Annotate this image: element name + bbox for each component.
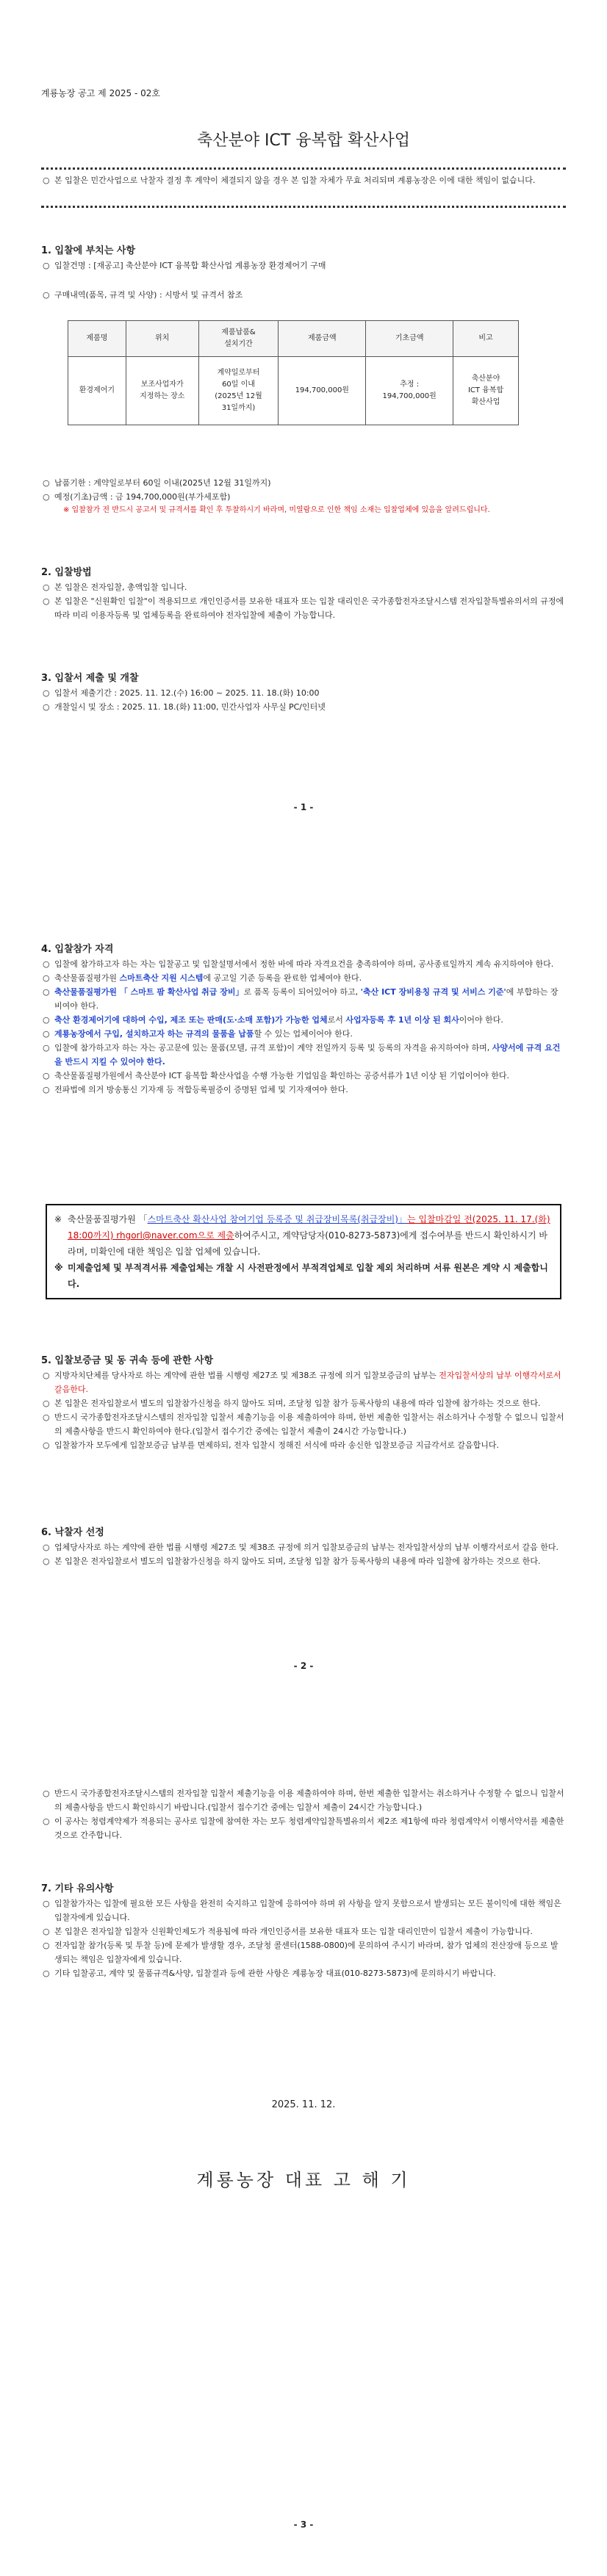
award-item-2: 본 입찰은 전자입찰로서 별도의 입찰참가신청을 하지 않아도 되며, 조달청 입찰 참가 등록사항의 내용에 따라 입찰에 참가하는 것으로 한다. bbox=[54, 1556, 541, 1566]
page-number-2: - 2 - bbox=[293, 1661, 314, 1671]
other-notes-item-1: 입찰참가자는 입찰에 필요한 모든 사항을 완전히 숙지하고 입찰에 응하여야 하며 위 사항을 알지 못함으로서 발생되는 모든 불이익에 대한 책임은 입찰자에게 있습니다. bbox=[54, 1899, 561, 1922]
spec-table-header-row bbox=[68, 321, 519, 357]
page-number-1: - 1 - bbox=[293, 802, 314, 812]
spec-cell-base-price: 추정 : 194,700,000원 bbox=[366, 357, 453, 425]
other-notes-item-2: 본 입찰은 전자입찰 입찰자 신원확인제도가 적용됨에 따라 개인인증서를 보유한 대표자 또는 입찰 대리인만이 입찰서 제출이 가능합니다. bbox=[54, 1927, 533, 1936]
signer-name: 계룡농장 대표 고 해 기 bbox=[196, 2170, 411, 2190]
section-4-heading: 4. 입찰참가 자격 bbox=[41, 944, 114, 955]
section-3-heading: 3. 입찰서 제출 및 개찰 bbox=[41, 673, 139, 684]
qualification-item-2: ○ 축산물품질평가원 스마트축산 지원 시스템에 공고일 기준 등록을 완료한 업체여야 한다. bbox=[43, 973, 362, 983]
qualification-item-4: ○ 축산 환경제어기에 대하여 수입, 제조 또는 판매(도·소매 포함)가 가능한 업체로서 사업자등록 후 1년 이상 된 회사이어야 한다. bbox=[43, 1015, 503, 1025]
bond-item-3: 반드시 국가종합전자조달시스템의 전자입찰 입찰서 제출기능을 이용 제출하여야 하며, 한번 제출한 입찰서는 취소하거나 수정할 수 없으니 입찰서의 제출사항을 반드시 확인하여야 한다.(입찰서 접수기간 중에는 입찰서 제출이 24시간 가능합니다.) bbox=[54, 1413, 564, 1436]
submission-notice-line-1: ※ 축산물품질평가원 「스마트축산 확산사업 참여기업 등록증 및 취급장비목록(취급장비)」는 입찰마감일 전(2025. 11. 17.(화) 18:00까지) rhgorl@naver.com으로 제출하여주시고, 계약담당자(010-8273-5873)에게 접수여부를 반드시 확인하시기 바라며, 미확인에 대한 책임은 입찰 업체에 있습니다. bbox=[54, 1214, 550, 1257]
section-6-heading: 6. 낙찰자 선정 bbox=[41, 1527, 104, 1538]
page-3: ○ 반드시 국가종합전자조달시스템의 전자입찰 입찰서 제출기능을 이용 제출하여야 하며, 한번 제출한 입찰서는 취소하거나 수정할 수 없으니 입찰서의 제출사항을 반드시 확인하시기 바랍니다.(입찰서 접수기간 중에는 입찰서 제출이 24시간 가능합니다.) ○ 이 공사는 청렴계약제가 적용되는 공사로 입찰에 참여한 자는 모두 청렴계약입찰특별유의서 제2조 제1항에 따라 청렴계약서 이행서약서를 제출한 것으로 간주합니다. 7. 기타 유의사항 ○ 입찰참가자는 입찰에 필요한 모든 사항을 완전히 숙지하고 입찰에 응하여야 하며 위 사항을 알지 못함으로서 발생되는 모든 불이익에 대한 책임은 입찰자에게 있습니다. ○ 본 입찰은 전자입찰 입찰자 신원확인제도가 적용됨에 따라 개인인증서를 보유한 대표자 또는 입찰 대리인만이 입찰서 제출이 가능합니다. ○ 전자입찰 참가(등록 및 투찰 등)에 문제가 발생할 경우, 조달청 콜센터(1588-0800)에 문의하여 주시기 바라며, 참가 업체의 전산장애 등으로 발생되는 책임은 입찰자에게 있습니다. ○ 기타 입찰공고, 계약 및 물품규격&사양, 입찰결과 등에 관한 사항은 계룡농장 대표(010-8273-5873)에 문의하시기 바랍니다. 2025. 11. 12. 계룡농장 대표 고 해 기 - 3 - bbox=[0, 1717, 607, 2576]
award-item-3: 반드시 국가종합전자조달시스템의 전자입찰 입찰서 제출기능을 이용 제출하여야 하며, 한번 제출한 입찰서는 취소하거나 수정할 수 없으니 입찰서의 제출사항을 반드시 확인하시기 바랍니다.(입찰서 접수기간 중에는 입찰서 제출이 24시간 가능합니다.) bbox=[54, 1789, 564, 1812]
purchase-details-item: 구매내역(품목, 규격 및 사양) : 시방서 및 규격서 참조 bbox=[54, 290, 243, 300]
section-7-heading: 7. 기타 유의사항 bbox=[41, 1883, 114, 1894]
submission-notice-line-2: ※ 미제출업체 및 부적격서류 제출업체는 개찰 시 사전판정에서 부적격업체로 입찰 제외 처리하며 서류 원본은 계약 시 제출합니다. bbox=[54, 1263, 548, 1289]
bid-method-item-1: 본 입찰은 전자입찰, 총액입찰 입니다. bbox=[54, 582, 187, 592]
qualification-item-8: 전파법에 의거 방송통신 기자재 등 적합등록필증이 증명된 업체 및 기자재여야 한다. bbox=[54, 1085, 348, 1094]
divider-bottom bbox=[41, 206, 566, 208]
spec-cell-product-price: 194,700,000원 bbox=[279, 357, 366, 425]
spec-cell-remarks: 축산분야 ICT 융복합 확산사업 bbox=[453, 357, 519, 425]
spec-cell-product: 환경제어기 bbox=[68, 357, 126, 425]
spec-cell-location: 보조사업자가 지정하는 장소 bbox=[126, 357, 198, 425]
qualification-item-6: ○ 입찰에 참가하고자 하는 자는 공고문에 있는 물품(모델, 규격 포함)이 계약 전일까지 등록 및 등록의 자격을 유지하여야 하며, 사양서에 규격 요건을 반드시 지킬 수 있어야 한다. bbox=[43, 1043, 561, 1067]
qualification-item-5: ○ 계룡농장에서 구입, 설치하고자 하는 규격의 물품을 납품할 수 있는 업체이어야 한다. bbox=[43, 1029, 353, 1039]
award-item-1: 업체당사자로 하는 계약에 관한 법률 시행령 제27조 및 제38조 규정에 의거 입찰보증금의 납부는 전자입찰서상의 납부 이행각서로서 갈음 한다. bbox=[54, 1543, 558, 1552]
spec-header-product: 제품명 bbox=[68, 321, 126, 357]
section-5-heading: 5. 입찰보증금 및 동 귀속 등에 관한 사항 bbox=[41, 1355, 214, 1366]
spec-cell-delivery-period: 계약일로부터 60일 이내 (2025년 12월 31일까지) bbox=[198, 357, 279, 425]
page-1: 계룡농장 공고 제 2025 - 02호 축산분야 ICT 융복합 확산사업 ○ 본 입찰은 민간사업으로 낙찰자 결정 후 계약이 체결되지 않을 경우 본 입찰 자체가 무효 처리되며 계룡농장은 이에 대한 책임이 없습니다. 1. 입찰에 부치는 사항 ○ 입찰건명 : [재공고] 축산분야 ICT 융복합 확산사업 계룡농장 환경제어기 구매 ○ 구매내역(품목, 규격 및 사양) : 시방서 및 규격서 참조 제품명 위치 제품납품& 설치기간 제품금액 기초금액 비고 환경제어기 보조사업자가 지정하는 장소 계약일로부터 60일 이내 (2025년 12월 31일까지) 194,700,000원 추정 : 194,700,000원 축산분야 ICT 융복합 확산사업 ○ 납품기한 : 계약일로부터 60일 이내(2025년 12월 31일까지) ○ 예정(기초)금액 : 금 194,700,000원(부가세포함) ※ 입찰참가 전 반드시 공고서 및 규격서를 확인 후 투찰하시기 바라며, 미열람으로 인한 책임 소재는 입찰업체에 있음을 알려드립니다. 2. 입찰방법 ○ 본 입찰은 전자입찰, 총액입찰 입니다. ○ 본 입찰은 "신원확인 입찰"이 적용되므로 개인인증서를 보유한 대표자 또는 입찰 대리인은 국가종합전자조달시스템 전자입찰특별유의서의 규정에 따라 미리 이용자등록 및 업체등록을 완료하여야 전자입찰에 제출이 가능합니다. 3. 입찰서 제출 및 개찰 ○ 입찰서 제출기간 : 2025. 11. 12.(수) 16:00 ~ 2025. 11. 18.(화) 10:00 ○ 개찰일시 및 장소 : 2025. 11. 18.(화) 11:00, 민간사업자 사무실 PC/인터넷 - 1 - bbox=[0, 0, 607, 859]
spec-header-base-price: 기초금액 bbox=[366, 321, 453, 357]
document-title: 축산분야 ICT 융복합 확산사업 bbox=[196, 131, 411, 150]
divider-top bbox=[41, 167, 566, 170]
bond-item-2: 본 입찰은 전자입찰로서 별도의 입찰참가신청을 하지 않아도 되며, 조달청 입찰 참가 등록사항의 내용에 따라 입찰에 참가하는 것으로 한다. bbox=[54, 1399, 541, 1408]
notice-number: 계룡농장 공고 제 2025 - 02호 bbox=[41, 88, 160, 98]
section-2-heading: 2. 입찰방법 bbox=[41, 567, 92, 578]
other-notes-item-3: 전자입찰 참가(등록 및 투찰 등)에 문제가 발생할 경우, 조달청 콜센터(1588-0800)에 문의하여 주시기 바라며, 참가 업체의 전산장애 등으로 발생되는 책임은 입찰자에게 있습니다. bbox=[54, 1941, 558, 1964]
bond-item-1: ○ 지방자치단체를 당사자로 하는 계약에 관한 법률 시행령 제27조 및 제38조 규정에 의거 입찰보증금의 납부는 전자입찰서상의 납부 이행각서로서 갈음한다. bbox=[43, 1371, 561, 1394]
page-2: 4. 입찰참가 자격 ○ 입찰에 참가하고자 하는 자는 입찰공고 및 입찰설명서에서 정한 바에 따라 자격요건을 충족하여야 하며, 공사종료일까지 계속 유지하여야 한다. ○ 축산물품질평가원 스마트축산 지원 시스템에 공고일 기준 등록을 완료한 업체여야 한다. ○ 축산물품질평가원 「 스마트 팜 확산사업 취급 장비」로 품목 등록이 되어있어야 하고, '축산 ICT 장비용칭 규격 및 서비스 기준'에 부합하는 장비여야 한다. ○ 축산 환경제어기에 대하여 수입, 제조 또는 판매(도·소매 포함)가 가능한 업체로서 사업자등록 후 1년 이상 된 회사이어야 한다. ○ 계룡농장에서 구입, 설치하고자 하는 규격의 물품을 납품할 수 있는 업체이어야 한다. ○ 입찰에 참가하고자 하는 자는 공고문에 있는 물품(모델, 규격 포함)이 계약 전일까지 등록 및 등록의 자격을 유지하여야 하며, 사양서에 규격 요건을 반드시 지킬 수 있어야 한다. ○ 축산물품질평가원에서 축산분야 ICT 융복합 확산사업을 수행 가능한 기업임을 확인하는 공증서류가 1년 이상 된 기업이어야 한다. ○ 전파법에 의거 방송통신 기자재 등 적합등록필증이 증명된 업체 및 기자재여야 한다. ※ 축산물품질평가원 「스마트축산 확산사업 참여기업 등록증 및 취급장비목록(취급장비)」는 입찰마감일 전(2025. 11. 17.(화) 18:00까지) rhgorl@naver.com으로 제출하여주시고, 계약담당자(010-8273-5873)에게 접수여부를 반드시 확인하시기 바라며, 미확인에 대한 책임은 입찰 업체에 있습니다. ※ 미제출업체 및 부적격서류 제출업체는 개찰 시 사전판정에서 부적격업체로 입찰 제외 처리하며 서류 원본은 계약 시 제출합니다. 5. 입찰보증금 및 동 귀속 등에 관한 사항 ○ 지방자치단체를 당사자로 하는 계약에 관한 법률 시행령 제27조 및 제38조 규정에 의거 입찰보증금의 납부는 전자입찰서상의 납부 이행각서로서 갈음한다. ○ 본 입찰은 전자입찰로서 별도의 입찰참가신청을 하지 않아도 되며, 조달청 입찰 참가 등록사항의 내용에 따라 입찰에 참가하는 것으로 한다. ○ 반드시 국가종합전자조달시스템의 전자입찰 입찰서 제출기능을 이용 제출하여야 하며, 한번 제출한 입찰서는 취소하거나 수정할 수 없으니 입찰서의 제출사항을 반드시 확인하여야 한다.(입찰서 접수기간 중에는 입찰서 제출이 24시간 가능합니다.) ○ 입찰참가자 모두에게 입찰보증금 납부를 면제하되, 전자 입찰시 정해진 서식에 따라 송신한 입찰보증금 지급각서로 갈음합니다. 6. 낙찰자 선정 ○ 업체당사자로 하는 계약에 관한 법률 시행령 제27조 및 제38조 규정에 의거 입찰보증금의 납부는 전자입찰서상의 납부 이행각서로서 갈음 한다. ○ 본 입찰은 전자입찰로서 별도의 입찰참가신청을 하지 않아도 되며, 조달청 입찰 참가 등록사항의 내용에 따라 입찰에 참가하는 것으로 한다. - 2 - bbox=[0, 859, 607, 1717]
award-item-4: 이 공사는 청렴계약제가 적용되는 공사로 입찰에 참여한 자는 모두 청렴계약입찰특별유의서 제2조 제1항에 따라 청렴계약서 이행서약서를 제출한 것으로 간주합니다. bbox=[54, 1816, 564, 1840]
submission-notice-box bbox=[46, 1204, 561, 1299]
bond-item-4: 입찰참가자 모두에게 입찰보증금 납부를 면제하되, 전자 입찰시 정해진 서식에 따라 송신한 입찰보증금 지급각서로 갈음합니다. bbox=[54, 1440, 499, 1450]
notice-date: 2025. 11. 12. bbox=[271, 2099, 336, 2110]
qualification-item-7: 축산물품질평가원에서 축산분야 ICT 융복합 확산사업을 수행 가능한 기업임을 확인하는 공증서류가 1년 이상 된 기업이어야 한다. bbox=[54, 1071, 510, 1080]
bid-title-item: 입찰건명 : [재공고] 축산분야 ICT 융복합 확산사업 계룡농장 환경제어기 구매 bbox=[54, 261, 326, 270]
other-notes-item-4: 기타 입찰공고, 계약 및 물품규격&사양, 입찰결과 등에 관한 사항은 계룡농장 대표(010-8273-5873)에 문의하시기 바랍니다. bbox=[54, 1969, 496, 1978]
spec-header-product-price: 제품금액 bbox=[279, 321, 366, 357]
bid-method-item-2: 본 입찰은 "신원확인 입찰"이 적용되므로 개인인증서를 보유한 대표자 또는 입찰 대리인은 국가종합전자조달시스템 전자입찰특별유의서의 규정에 따라 미리 이용자등록 및 업체등록을 완료하여야 전자입찰에 제출이 가능합니다. bbox=[54, 596, 564, 620]
page-number-3: - 3 - bbox=[293, 2519, 314, 2530]
section-1-items: ○ 입찰건명 : [재공고] 축산분야 ICT 융복합 확산사업 계룡농장 환경제어기 구매 bbox=[43, 261, 326, 270]
section-1-heading: 1. 입찰에 부치는 사항 bbox=[41, 245, 136, 256]
estimated-price-note: ※ 입찰참가 전 반드시 공고서 및 규격서를 확인 후 투찰하시기 바라며, 미열람으로 인한 책임 소재는 입찰업체에 있음을 알려드립니다. bbox=[63, 506, 490, 514]
spec-header-location: 위치 bbox=[126, 321, 198, 357]
estimated-price-item: 예정(기초)금액 : 금 194,700,000원(부가세포함) bbox=[54, 492, 231, 502]
spec-table-row bbox=[68, 357, 519, 425]
spec-header-delivery-period: 제품납품& 설치기간 bbox=[198, 321, 279, 357]
spec-table bbox=[68, 320, 519, 425]
intro-paragraph: ○ 본 입찰은 민간사업으로 낙찰자 결정 후 계약이 체결되지 않을 경우 본 입찰 자체가 무효 처리되며 계룡농장은 이에 대한 책임이 없습니다. bbox=[43, 176, 536, 185]
delivery-deadline-item: 납품기한 : 계약일로부터 60일 이내(2025년 12월 31일까지) bbox=[54, 478, 271, 488]
qualification-item-3: ○ 축산물품질평가원 「 스마트 팜 확산사업 취급 장비」로 품목 등록이 되어있어야 하고, '축산 ICT 장비용칭 규격 및 서비스 기준'에 부합하는 장비여야 한다. bbox=[43, 987, 558, 1011]
qualification-item-1: 입찰에 참가하고자 하는 자는 입찰공고 및 입찰설명서에서 정한 바에 따라 자격요건을 충족하여야 하며, 공사종료일까지 계속 유지하여야 한다. bbox=[54, 959, 554, 969]
intro-text: 본 입찰은 민간사업으로 낙찰자 결정 후 계약이 체결되지 않을 경우 본 입찰 자체가 무효 처리되며 계룡농장은 이에 대한 책임이 없습니다. bbox=[54, 176, 536, 185]
spec-header-remarks: 비고 bbox=[453, 321, 519, 357]
opening-datetime-item: 개찰일시 및 장소 : 2025. 11. 18.(화) 11:00, 민간사업자 사무실 PC/인터넷 bbox=[54, 702, 326, 712]
submission-period-item: 입찰서 제출기간 : 2025. 11. 12.(수) 16:00 ~ 2025. 11. 18.(화) 10:00 bbox=[54, 688, 320, 698]
